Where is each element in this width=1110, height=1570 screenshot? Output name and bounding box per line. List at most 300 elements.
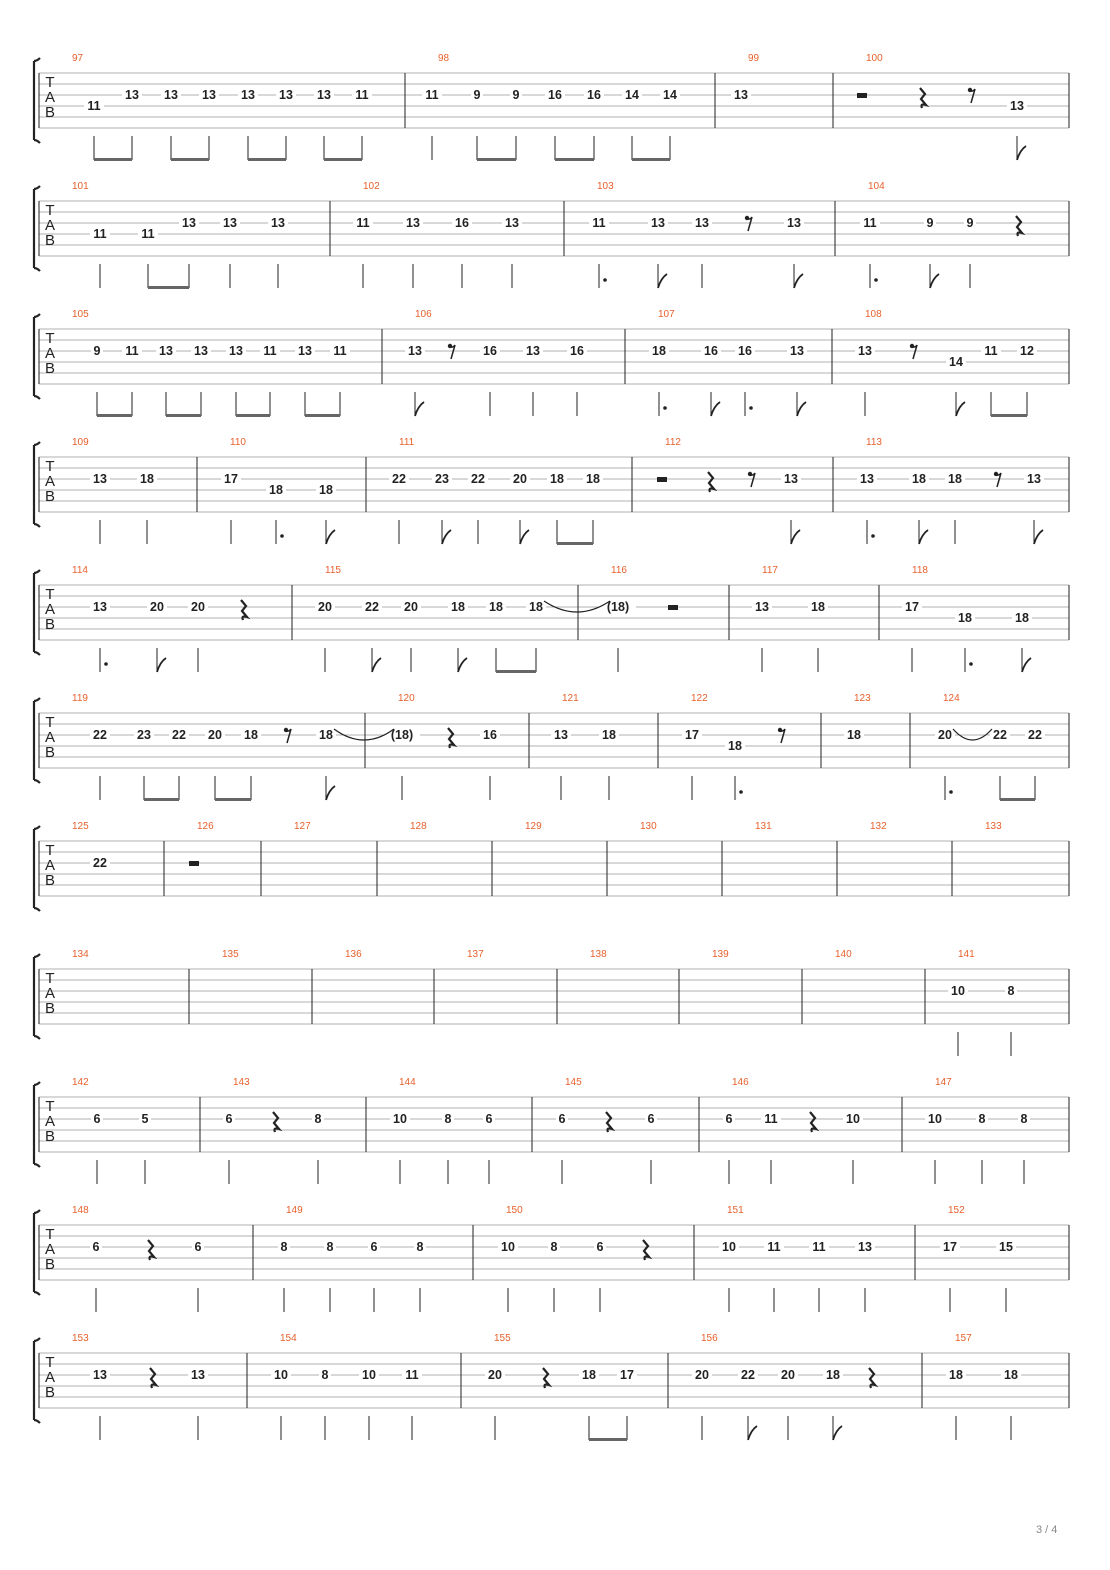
note-flag — [919, 530, 928, 544]
fret-number: 13 — [93, 600, 107, 614]
dot — [603, 278, 607, 282]
measure-number: 106 — [415, 309, 432, 320]
tab-system — [34, 309, 1069, 417]
fret-number: 6 — [370, 1240, 378, 1254]
fret-number: 22 — [365, 600, 379, 614]
measure-number: 127 — [294, 821, 311, 832]
fret-number: 13 — [317, 88, 331, 102]
fret-number: 11 — [93, 227, 107, 241]
fret-number: 22 — [741, 1368, 755, 1382]
dot — [871, 534, 875, 538]
eighth-rest — [969, 89, 975, 103]
fret-number: 13 — [182, 216, 196, 230]
measure-number: 139 — [712, 949, 729, 960]
fret-number: 20 — [404, 600, 418, 614]
tab-clef-letter: T — [45, 74, 55, 91]
note-beam — [236, 414, 270, 417]
fret-number: 8 — [326, 1240, 334, 1254]
measure-number: 117 — [762, 565, 778, 576]
quarter-rest — [810, 1112, 816, 1132]
measure-number: 135 — [222, 949, 239, 960]
fret-number: 8 — [416, 1240, 424, 1254]
tab-clef-letter: A — [44, 345, 56, 362]
tab-clef-letter: B — [44, 232, 56, 249]
fret-number: 13 — [755, 600, 769, 614]
fret-number: 10 — [274, 1368, 288, 1382]
fret-number: 13 — [93, 472, 107, 486]
fret-number: 6 — [92, 1240, 100, 1254]
fret-number: 11 — [355, 88, 369, 102]
fret-number: 6 — [93, 1112, 101, 1126]
tab-clef-letter: B — [44, 1384, 56, 1401]
measure-number: 146 — [732, 1077, 749, 1088]
dot — [280, 534, 284, 538]
fret-number: 8 — [444, 1112, 452, 1126]
fret-number: 13 — [229, 344, 243, 358]
note-flag — [1034, 530, 1043, 544]
fret-number: 18 — [652, 344, 666, 358]
measure-number: 99 — [748, 53, 760, 64]
fret-number: (18) — [390, 728, 414, 742]
quarter-rest — [241, 600, 247, 620]
note-flag — [791, 530, 800, 544]
fret-number: 11 — [356, 216, 370, 230]
fret-number: 10 — [951, 984, 965, 998]
tab-system — [34, 181, 1069, 289]
fret-number: 13 — [505, 216, 519, 230]
fret-number: 18 — [948, 472, 962, 486]
fret-number: 11 — [141, 227, 155, 241]
tab-clef-letter: A — [44, 601, 56, 618]
measure-number: 108 — [865, 309, 882, 320]
tab-clef-letter: B — [44, 360, 56, 377]
fret-number: 13 — [860, 472, 874, 486]
dot — [104, 662, 108, 666]
fret-number: 13 — [695, 216, 709, 230]
fret-number: 9 — [512, 88, 520, 102]
fret-number: 13 — [298, 344, 312, 358]
fret-number: 8 — [1007, 984, 1015, 998]
fret-number: 22 — [93, 728, 107, 742]
measure-number: 157 — [955, 1333, 972, 1344]
tab-clef-letter: B — [44, 744, 56, 761]
fret-number: 13 — [784, 472, 798, 486]
note-flag — [748, 1426, 757, 1440]
note-beam — [94, 158, 132, 161]
fret-number: 5 — [141, 1112, 149, 1126]
fret-number: 22 — [993, 728, 1007, 742]
fret-number: 16 — [704, 344, 718, 358]
fret-number: 17 — [620, 1368, 634, 1382]
tab-clef-letter: A — [44, 473, 56, 490]
fret-number: 6 — [647, 1112, 655, 1126]
quarter-rest — [448, 728, 454, 748]
fret-number: 11 — [984, 344, 998, 358]
note-beam — [324, 158, 362, 161]
fret-number: 18 — [958, 611, 972, 625]
tab-system — [34, 1205, 1069, 1312]
note-beam — [496, 670, 536, 673]
note-beam — [166, 414, 201, 417]
note-flag — [326, 786, 335, 800]
measure-number: 125 — [72, 821, 89, 832]
tab-clef-letter: A — [44, 1241, 56, 1258]
fret-number: 20 — [781, 1368, 795, 1382]
dot — [874, 278, 878, 282]
measure-number: 137 — [467, 949, 484, 960]
quarter-rest — [148, 1240, 154, 1260]
quarter-rest — [150, 1368, 156, 1388]
fret-number: 11 — [87, 99, 101, 113]
tab-clef-letter: T — [45, 1354, 55, 1371]
fret-number: 11 — [812, 1240, 826, 1254]
fret-number: (18) — [606, 600, 630, 614]
measure-number: 115 — [325, 565, 341, 576]
note-flag — [372, 658, 381, 672]
measure-number: 129 — [525, 821, 542, 832]
fret-number: 8 — [550, 1240, 558, 1254]
tab-clef-letter: T — [45, 970, 55, 987]
fret-number: 20 — [318, 600, 332, 614]
fret-number: 17 — [943, 1240, 957, 1254]
note-beam — [555, 158, 594, 161]
fret-number: 6 — [194, 1240, 202, 1254]
tab-clef-letter: A — [44, 217, 56, 234]
eighth-rest — [911, 345, 917, 359]
tab-clef-letter: T — [45, 1098, 55, 1115]
tab-clef-letter: T — [45, 714, 55, 731]
measure-number: 134 — [72, 949, 89, 960]
fret-number: 13 — [651, 216, 665, 230]
fret-number: 10 — [846, 1112, 860, 1126]
note-flag — [956, 402, 965, 416]
fret-number: 20 — [695, 1368, 709, 1382]
note-flag — [833, 1426, 842, 1440]
fret-number: 13 — [1010, 99, 1024, 113]
page-number: 3 / 4 — [1036, 1524, 1058, 1536]
fret-number: 17 — [905, 600, 919, 614]
fret-number: 13 — [202, 88, 216, 102]
fret-number: 18 — [140, 472, 154, 486]
note-beam — [589, 1438, 627, 1441]
fret-number: 15 — [999, 1240, 1013, 1254]
measure-number: 155 — [494, 1333, 511, 1344]
fret-number: 13 — [554, 728, 568, 742]
dot — [749, 406, 753, 410]
fret-number: 13 — [787, 216, 801, 230]
fret-number: 18 — [847, 728, 861, 742]
note-beam — [171, 158, 209, 161]
fret-number: 18 — [582, 1368, 596, 1382]
fret-number: 13 — [406, 216, 420, 230]
measure-number: 101 — [72, 181, 89, 192]
measure-number: 126 — [197, 821, 214, 832]
fret-number: 16 — [587, 88, 601, 102]
fret-number: 18 — [912, 472, 926, 486]
measure-number: 111 — [399, 437, 415, 448]
fret-number: 13 — [93, 1368, 107, 1382]
tab-clef-letter: A — [44, 985, 56, 1002]
measure-number: 98 — [438, 53, 450, 64]
note-beam — [557, 542, 593, 545]
half-rest — [657, 477, 667, 482]
eighth-rest — [285, 729, 291, 743]
tab-clef-letter: B — [44, 872, 56, 889]
measure-number: 144 — [399, 1077, 416, 1088]
tab-clef-letter: T — [45, 842, 55, 859]
fret-number: 8 — [978, 1112, 986, 1126]
fret-number: 11 — [405, 1368, 419, 1382]
fret-number: 11 — [767, 1240, 781, 1254]
fret-number: 6 — [596, 1240, 604, 1254]
fret-number: 11 — [425, 88, 439, 102]
eighth-rest — [749, 473, 755, 487]
fret-number: 10 — [362, 1368, 376, 1382]
fret-number: 13 — [223, 216, 237, 230]
note-beam — [215, 798, 251, 801]
quarter-rest — [1016, 216, 1022, 236]
note-flag — [1017, 146, 1026, 160]
fret-number: 18 — [269, 483, 283, 497]
measure-number: 120 — [398, 693, 415, 704]
tab-clef-letter: B — [44, 616, 56, 633]
fret-number: 13 — [526, 344, 540, 358]
fret-number: 14 — [625, 88, 639, 102]
measure-number: 142 — [72, 1077, 89, 1088]
dot — [663, 406, 667, 410]
measure-number: 148 — [72, 1205, 89, 1216]
measure-number: 123 — [854, 693, 871, 704]
fret-number: 10 — [928, 1112, 942, 1126]
note-flag — [458, 658, 467, 672]
fret-number: 18 — [949, 1368, 963, 1382]
fret-number: 22 — [1028, 728, 1042, 742]
half-rest — [668, 605, 678, 610]
measure-number: 152 — [948, 1205, 965, 1216]
measure-number: 114 — [72, 565, 88, 576]
fret-number: 14 — [949, 355, 963, 369]
fret-number: 18 — [451, 600, 465, 614]
fret-number: 22 — [471, 472, 485, 486]
fret-number: 16 — [570, 344, 584, 358]
measure-number: 124 — [943, 693, 960, 704]
note-flag — [157, 658, 166, 672]
quarter-rest — [643, 1240, 649, 1260]
fret-number: 13 — [125, 88, 139, 102]
fret-number: 11 — [592, 216, 606, 230]
measure-number: 104 — [868, 181, 885, 192]
tab-clef-letter: T — [45, 1226, 55, 1243]
note-flag — [794, 274, 803, 288]
note-beam — [991, 414, 1027, 417]
measure-number: 100 — [866, 53, 883, 64]
note-flag — [442, 530, 451, 544]
fret-number: 18 — [550, 472, 564, 486]
fret-number: 13 — [164, 88, 178, 102]
tab-system — [34, 821, 1069, 911]
fret-number: 17 — [685, 728, 699, 742]
tab-clef-letter: B — [44, 1000, 56, 1017]
eighth-rest — [779, 729, 785, 743]
tab-clef-letter: T — [45, 202, 55, 219]
fret-number: 6 — [225, 1112, 233, 1126]
note-flag — [415, 402, 424, 416]
fret-number: 20 — [191, 600, 205, 614]
measure-number: 131 — [755, 821, 772, 832]
note-flag — [326, 530, 335, 544]
fret-number: 20 — [513, 472, 527, 486]
fret-number: 13 — [858, 1240, 872, 1254]
note-beam — [632, 158, 670, 161]
eighth-rest — [449, 345, 455, 359]
tab-clef-letter: T — [45, 330, 55, 347]
measure-number: 130 — [640, 821, 657, 832]
measure-number: 116 — [611, 565, 627, 576]
tab-clef-letter: A — [44, 1113, 56, 1130]
dot — [739, 790, 743, 794]
fret-number: 9 — [473, 88, 481, 102]
fret-number: 8 — [321, 1368, 329, 1382]
fret-number: 20 — [488, 1368, 502, 1382]
fret-number: 13 — [790, 344, 804, 358]
measure-number: 151 — [727, 1205, 744, 1216]
fret-number: 11 — [764, 1112, 778, 1126]
measure-number: 147 — [935, 1077, 952, 1088]
tab-clef-letter: A — [44, 857, 56, 874]
tab-clef-letter: B — [44, 488, 56, 505]
tab-clef-letter: T — [45, 458, 55, 475]
fret-number: 20 — [938, 728, 952, 742]
fret-number: 18 — [489, 600, 503, 614]
fret-number: 16 — [483, 728, 497, 742]
fret-number: 18 — [244, 728, 258, 742]
fret-number: 13 — [858, 344, 872, 358]
note-beam — [477, 158, 516, 161]
half-rest — [857, 93, 867, 98]
fret-number: 18 — [1004, 1368, 1018, 1382]
fret-number: 13 — [241, 88, 255, 102]
measure-number: 112 — [665, 437, 681, 448]
half-rest — [189, 861, 199, 866]
fret-number: 13 — [159, 344, 173, 358]
measure-number: 113 — [866, 437, 882, 448]
fret-number: 22 — [172, 728, 186, 742]
measure-number: 133 — [985, 821, 1002, 832]
fret-number: 10 — [393, 1112, 407, 1126]
note-flag — [711, 402, 720, 416]
fret-number: 9 — [926, 216, 934, 230]
note-beam — [97, 414, 132, 417]
fret-number: 11 — [333, 344, 347, 358]
fret-number: 16 — [455, 216, 469, 230]
quarter-rest — [708, 472, 714, 492]
fret-number: 6 — [725, 1112, 733, 1126]
fret-number: 17 — [224, 472, 238, 486]
tab-system — [34, 1077, 1069, 1184]
note-flag — [520, 530, 529, 544]
note-beam — [148, 286, 189, 289]
tab-clef-letter: A — [44, 89, 56, 106]
fret-number: 13 — [194, 344, 208, 358]
note-flag — [930, 274, 939, 288]
fret-number: 18 — [602, 728, 616, 742]
fret-number: 18 — [826, 1368, 840, 1382]
quarter-rest — [920, 88, 926, 108]
fret-number: 6 — [485, 1112, 493, 1126]
measure-number: 122 — [691, 693, 708, 704]
fret-number: 18 — [811, 600, 825, 614]
quarter-rest — [273, 1112, 279, 1132]
fret-number: 11 — [263, 344, 277, 358]
tab-clef-letter: A — [44, 1369, 56, 1386]
note-beam — [1000, 798, 1035, 801]
fret-number: 14 — [663, 88, 677, 102]
fret-number: 12 — [1020, 344, 1034, 358]
measure-number: 136 — [345, 949, 362, 960]
measure-number: 107 — [658, 309, 675, 320]
tie — [953, 729, 992, 740]
fret-number: 18 — [1015, 611, 1029, 625]
measure-number: 118 — [912, 565, 928, 576]
fret-number: 13 — [408, 344, 422, 358]
tab-system — [34, 437, 1069, 545]
quarter-rest — [869, 1368, 875, 1388]
measure-number: 97 — [72, 53, 84, 64]
tab-clef-letter: B — [44, 1256, 56, 1273]
measure-number: 143 — [233, 1077, 250, 1088]
note-beam — [144, 798, 179, 801]
fret-number: 13 — [279, 88, 293, 102]
fret-number: 22 — [93, 856, 107, 870]
tab-system — [34, 565, 1069, 673]
measure-number: 121 — [562, 693, 579, 704]
tab-clef-letter: B — [44, 104, 56, 121]
note-flag — [658, 274, 667, 288]
fret-number: 16 — [483, 344, 497, 358]
dot — [949, 790, 953, 794]
fret-number: 8 — [280, 1240, 288, 1254]
fret-number: 10 — [722, 1240, 736, 1254]
fret-number: 6 — [558, 1112, 566, 1126]
tab-system — [34, 1333, 1069, 1441]
fret-number: 20 — [208, 728, 222, 742]
quarter-rest — [606, 1112, 612, 1132]
quarter-rest — [543, 1368, 549, 1388]
fret-number: 9 — [93, 344, 101, 358]
dot — [969, 662, 973, 666]
measure-number: 145 — [565, 1077, 582, 1088]
measure-number: 105 — [72, 309, 89, 320]
measure-number: 103 — [597, 181, 614, 192]
measure-number: 140 — [835, 949, 852, 960]
fret-number: 11 — [863, 216, 877, 230]
eighth-rest — [746, 217, 752, 231]
measure-number: 110 — [230, 437, 246, 448]
measure-number: 128 — [410, 821, 427, 832]
fret-number: 18 — [529, 600, 543, 614]
measure-number: 138 — [590, 949, 607, 960]
tab-system — [34, 53, 1069, 161]
fret-number: 10 — [501, 1240, 515, 1254]
fret-number: 18 — [728, 739, 742, 753]
fret-number: 13 — [271, 216, 285, 230]
measure-number: 156 — [701, 1333, 718, 1344]
fret-number: 11 — [125, 344, 139, 358]
fret-number: 23 — [137, 728, 151, 742]
tab-clef-letter: A — [44, 729, 56, 746]
measure-number: 109 — [72, 437, 89, 448]
measure-number: 102 — [363, 181, 380, 192]
